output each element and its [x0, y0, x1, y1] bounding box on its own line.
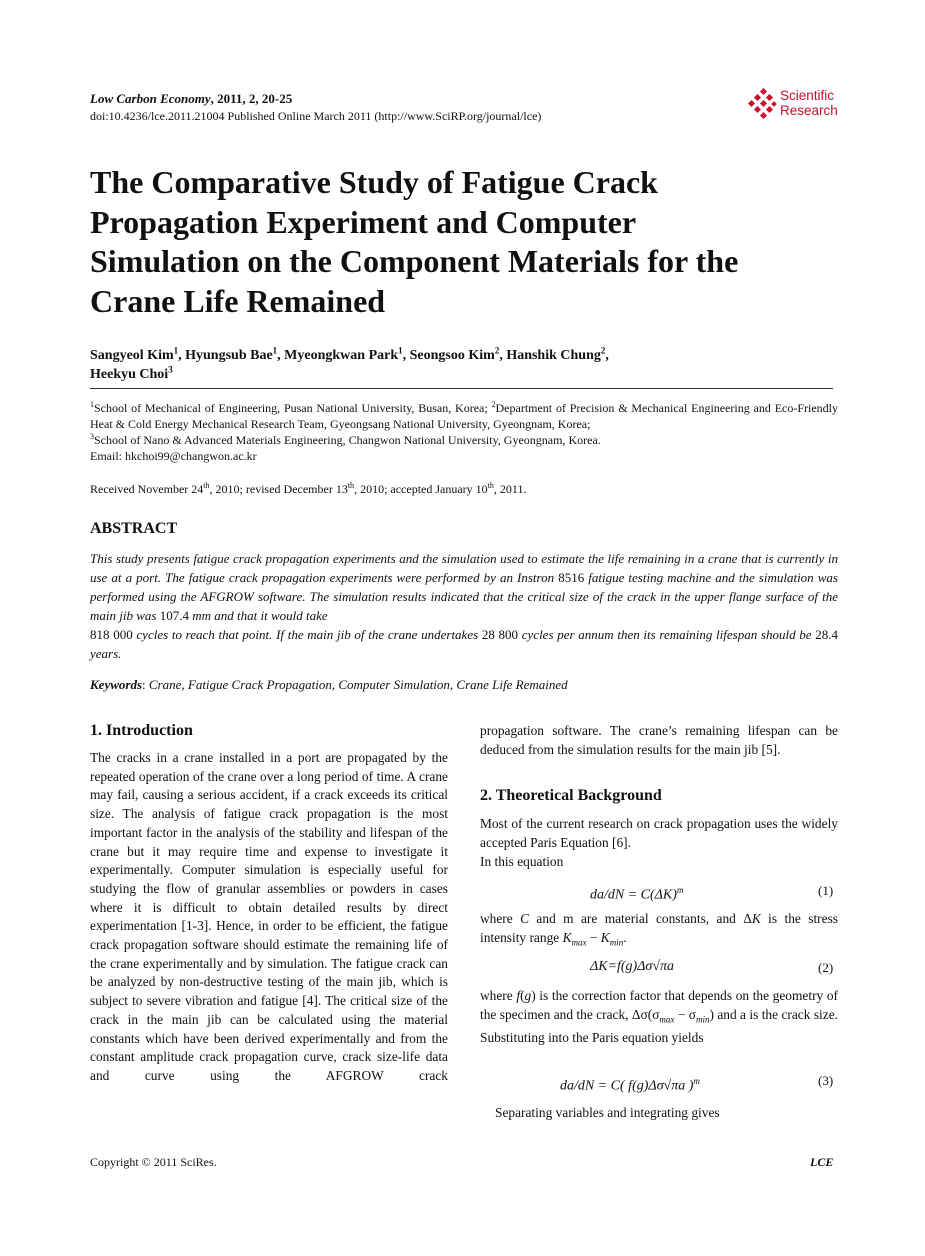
- title-line: The Comparative Study of Fatigue Crack: [90, 164, 658, 200]
- received-dates: [90, 481, 526, 497]
- introduction-continuation: propagation software. The crane’s remaining lifespan can be deduced from the simulation results for the main jib [5].: [480, 723, 838, 757]
- equation-3: [560, 1071, 700, 1097]
- equation-1-expression: da/dN = C(ΔK): [590, 887, 677, 903]
- symbol: K: [751, 911, 761, 926]
- date-ordinal: th: [487, 481, 494, 490]
- author-affiliation-mark: 2: [494, 345, 500, 356]
- logo-line-1: Scientific: [780, 88, 835, 103]
- symbol: K: [600, 929, 610, 945]
- logo-line-2: Research: [780, 103, 838, 118]
- keywords-colon: :: [142, 677, 149, 692]
- author-affiliation-mark: 1: [398, 345, 403, 356]
- author-list: [90, 346, 835, 384]
- author-affiliation-mark: 1: [272, 345, 278, 356]
- theory-paragraph-2: In this equation: [480, 854, 564, 869]
- journal-name: Low Carbon Economy: [90, 91, 211, 106]
- keyword: Fatigue Crack Propagation: [187, 677, 332, 692]
- author-affiliation-mark: 1: [173, 345, 179, 356]
- keywords-label: Keywords: [90, 677, 142, 692]
- section-heading-introduction: 1. Introduction: [90, 722, 193, 739]
- journal-citation: [90, 90, 292, 107]
- author-name: Hanshik Chung: [506, 348, 601, 363]
- abstract-segment: fatigue testing machine and the simulation was performed using the AFGROW software. The simulation results indicated that the critical size of the crack in the upper flange surface of the main jib was: [90, 570, 838, 623]
- author-separator: ,: [605, 348, 609, 363]
- journal-volume: , 2011, 2, 20-25: [210, 91, 293, 106]
- text: and m are material constants, and Δ: [529, 911, 752, 926]
- abstract-segment: years.: [90, 646, 122, 661]
- subscript: min: [695, 1014, 710, 1025]
- equation-2: ΔK=f(g)Δσ√πa: [590, 959, 675, 974]
- equation-1-number: (1): [818, 883, 834, 898]
- keywords: [90, 676, 838, 694]
- affiliation-mark: 2: [491, 400, 496, 409]
- affiliation-1: School of Mechanical of Engineering, Pusan National University, Busan, Korea;: [94, 401, 492, 415]
- date-ordinal: th: [347, 481, 355, 490]
- text: where: [480, 911, 521, 926]
- abstract-text: [90, 549, 838, 663]
- title-line: Simulation on the Component Materials for the: [90, 243, 739, 279]
- author-affiliation-mark: 2: [600, 345, 606, 356]
- author-name: Seongsoo Kim: [409, 348, 495, 363]
- author-separator: ,: [277, 348, 285, 363]
- equation-2-number: (2): [818, 960, 834, 975]
- doi-line: doi:10.4236/lce.2011.21004 Published Online March 2011 (http://www.SciRP.org/journal/lce): [90, 109, 542, 123]
- subscript: max: [571, 937, 587, 948]
- abstract-number: 28 800: [481, 627, 519, 642]
- affiliation-3: School of Nano & Advanced Materials Engineering, Changwon National University, Gyeongnam, Korea.: [94, 433, 601, 447]
- affiliation-mark: 3: [90, 432, 94, 441]
- accepted-date: , 2010; accepted January 10: [354, 482, 488, 496]
- text: .: [623, 929, 627, 945]
- logo-wordmark: [780, 88, 838, 118]
- text: −: [586, 929, 601, 945]
- subscript: max: [659, 1014, 675, 1025]
- author-name: Sangyeol Kim: [90, 348, 174, 363]
- paper-title: [90, 163, 830, 321]
- keyword: Crane Life Remained: [456, 677, 568, 692]
- affiliation-2: Department of Precision & Mechanical Engineering and Eco-Friendly Heat & Cold Energy Mechanical Research Team, Gyeongsang National University, Gyeongnam, Korea;: [90, 401, 839, 431]
- author-separator: ,: [178, 348, 186, 363]
- text: − σ: [674, 1006, 696, 1022]
- revised-date: , 2010; revised December 13: [209, 482, 348, 496]
- subscript: min: [609, 937, 624, 948]
- theory-paragraph-5: Separating variables and integrating gives: [495, 1105, 720, 1120]
- abstract-heading: ABSTRACT: [90, 520, 178, 537]
- corresponding-email: Email: hkchoi99@changwon.ac.kr: [90, 449, 257, 463]
- author-affiliation-mark: 3: [168, 364, 173, 375]
- title-line: Crane Life Remained: [90, 282, 386, 319]
- symbol: K: [562, 929, 572, 945]
- journal-abbreviation: LCE: [810, 1155, 834, 1169]
- title-line: Propagation Experiment and Computer: [90, 203, 637, 240]
- abstract-segment: This study presents fatigue crack propagation experiments and the simulation used to estimate the life remaining in a crane that is currently in use at a port. The fatigue crack propagation experiments were performed by an Instron: [90, 551, 838, 585]
- author-separator: ,: [402, 348, 410, 363]
- equation-1: [590, 880, 683, 906]
- abstract-number: 8516: [558, 570, 585, 585]
- theory-paragraph-3: [480, 910, 838, 952]
- equation-3-number: (3): [818, 1073, 834, 1088]
- author-name: Hyungsub Bae: [185, 348, 273, 363]
- date-year: , 2011.: [493, 482, 527, 496]
- author-separator: ,: [499, 348, 507, 363]
- symbol: C: [520, 911, 530, 926]
- keyword: Computer Simulation: [338, 677, 450, 692]
- abstract-number: 818 000: [90, 627, 133, 642]
- abstract-number: 107.4: [159, 608, 189, 623]
- text: ) and a is the crack size. Substituting into the Paris equation yields: [480, 1006, 839, 1046]
- abstract-segment: mm and that it would take: [188, 608, 328, 623]
- scientific-research-logo-icon: [748, 88, 778, 122]
- symbol: f: [516, 988, 521, 1003]
- equation-3-expression: da/dN = C( f(g)Δσ√πa ): [560, 1078, 694, 1094]
- section-heading-theoretical-background: 2. Theoretical Background: [480, 787, 662, 804]
- text: (: [520, 988, 525, 1003]
- introduction-paragraph: The cracks in a crane installed in a port are propagated by the repeated operation of the crane over a long period of time. A crane may fail, causing a serious accident, if a crack exceeds its critical size. The analysis of fatigue crack propagation is the most important factor in the analysis of the stability and lifespan of the crane but it may require time and expense to investigate it experimentally. Computer simulation is especially useful for studying the flow of granular assemblies or powders in cases where it is difficult to obtain detailed results by direct experimentation [1-3]. Hence, in order to be efficient, the fatigue crack propagation software should estimate the remaining life of the crane experimentally and by simulation. The fatigue crack can be analyzed by non-destructive testing of the main jib, which is subject to severe vibration and fatigue [4]. The critical size of the crack in the main jib can be calculated using the material constants which have been derived experimentally and from the constant amplitude crack propagation curve, crack size-life data and curve using the AFGROW crack: [90, 750, 448, 1083]
- author-name: Myeongkwan Park: [284, 348, 399, 363]
- keyword-separator: ,: [181, 677, 188, 692]
- publisher-logo: [748, 86, 844, 124]
- abstract-segment: cycles per annum then its remaining lifespan should be: [518, 627, 816, 642]
- equation-3-exponent: m: [693, 1076, 700, 1086]
- author-name: Heekyu Choi: [90, 367, 169, 382]
- text: where: [480, 988, 517, 1003]
- keyword-separator: ,: [449, 677, 457, 692]
- affiliation-mark: 1: [90, 400, 94, 409]
- theory-paragraph-1: Most of the current research on crack propagation uses the widely accepted Paris Equation [6].: [480, 816, 838, 850]
- date-ordinal: th: [203, 481, 210, 490]
- affiliations: [90, 400, 838, 448]
- abstract-number: 28.4: [815, 627, 839, 642]
- abstract-segment: cycles to reach that point. If the main jib of the crane undertakes: [132, 627, 482, 642]
- text: is the stress intensity range: [480, 911, 839, 945]
- equation-1-exponent: m: [676, 885, 684, 895]
- keyword: Crane: [148, 677, 182, 692]
- keyword-separator: ,: [331, 677, 339, 692]
- theory-paragraph-4: [480, 987, 838, 1048]
- author-divider: [90, 388, 833, 389]
- received-date: Received November 24: [90, 482, 204, 496]
- symbol: g: [524, 988, 532, 1003]
- copyright: Copyright © 2011 SciRes.: [90, 1155, 217, 1169]
- text: ) is the correction factor that depends on the geometry of the specimen and the crack, Δσ(σ: [480, 988, 839, 1022]
